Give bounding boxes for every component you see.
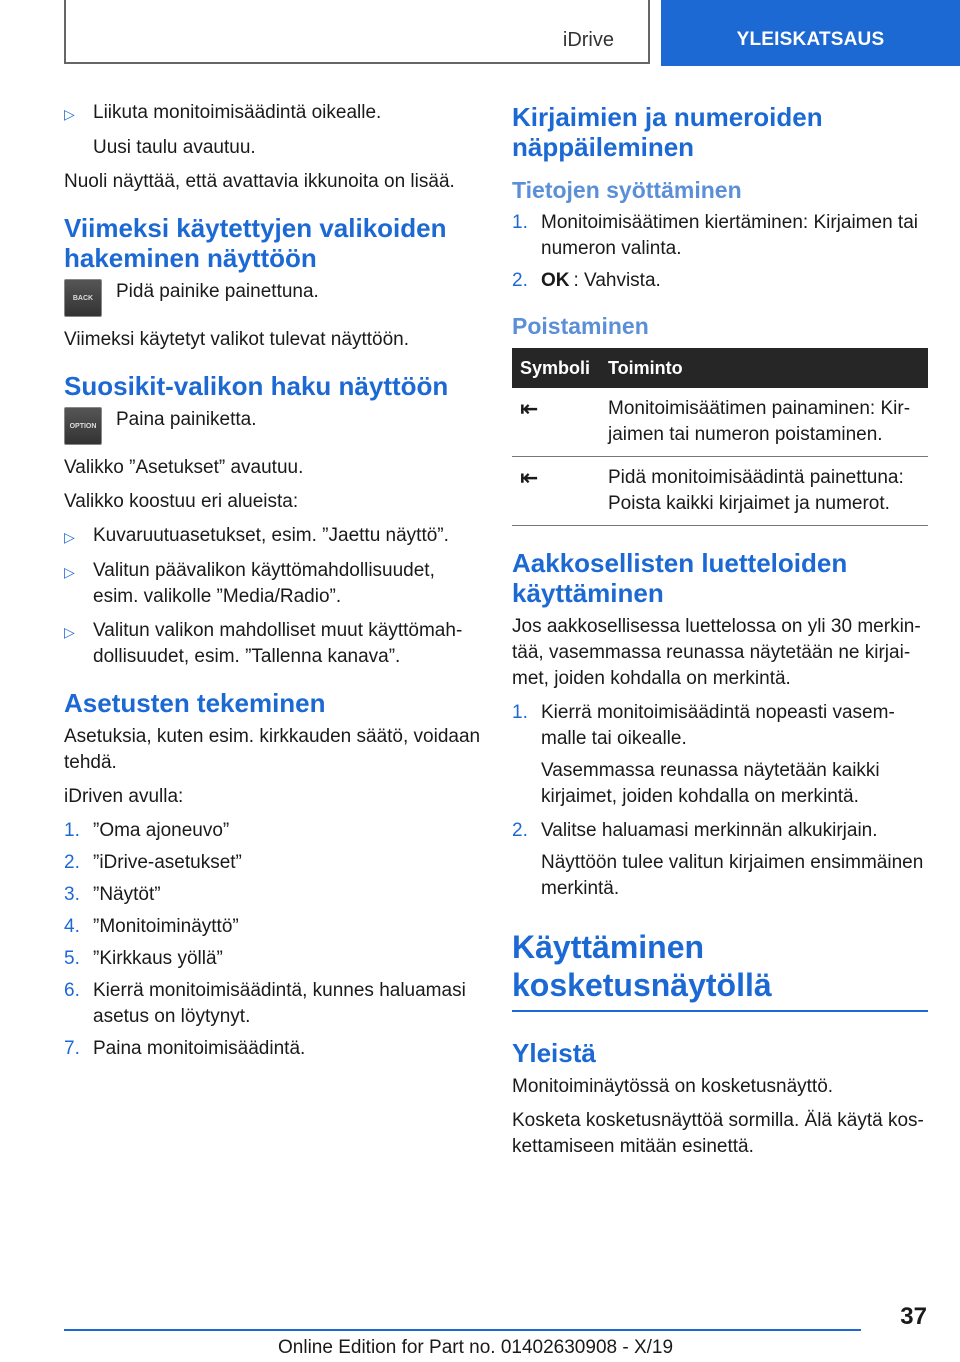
triangle-bullet-icon: ▷ — [64, 564, 75, 580]
step-item: 2. ”iDrive-asetukset” — [64, 852, 242, 873]
list-item: ▷ Kuvaruutuasetukset, esim. ”Jaettu näyttö”. — [64, 523, 484, 550]
triangle-bullet-icon: ▷ — [64, 106, 75, 122]
heading-settings: Asetusten tekeminen — [64, 688, 326, 718]
heading-delete: Poistaminen — [512, 313, 649, 339]
step-item: 1. Monitoimisäätimen kiertäminen: Kirjaimen tai numeron valinta. — [512, 212, 918, 259]
step-item-sub: Näyttöön tulee valitun kirjaimen ensimmäinen merkintä. — [541, 852, 924, 899]
general-text-2: Kosketa kosketusnäyttöä sormilla. Älä käytä koskettamiseen mitään esinettä. — [512, 1110, 924, 1157]
arrow-note: Nuoli näyttää, että avattavia ikkunoita on lisää. — [64, 171, 455, 192]
list-item: ▷ Liikuta monitoimisäädintä oikealle. — [64, 100, 484, 127]
step-item: 5. ”Kirkkaus yöllä” — [64, 948, 223, 969]
heading-input: Tietojen syöttäminen — [512, 177, 742, 203]
heading-general: Yleistä — [512, 1038, 596, 1068]
option-button-icon: OPTION — [64, 407, 102, 445]
heading-recent-menus: Viimeksi käytettyjen valikoiden hakeminen näyttöön — [64, 213, 447, 273]
footer-edition: Online Edition for Part no. 01402630908 - X/19 — [278, 1337, 674, 1358]
step-item: 2. OK : Vahvista. — [512, 268, 928, 294]
header-chapter-tab — [661, 0, 960, 66]
list-item: ▷ Valitun valikon mahdolliset muut käyttömahdollisuudet, esim. ”Tallenna kanava”. — [64, 618, 484, 670]
table-row: ⇤ Monitoimisäätimen painaminen: Kirjaimen tai numeron poistaminen. — [512, 388, 928, 457]
backspace-icon: ⇤ — [520, 465, 539, 490]
triangle-bullet-icon: ▷ — [64, 624, 75, 640]
header-section-box — [64, 0, 650, 64]
heading-touchscreen: Käyttäminen kosketusnäytöllä — [512, 928, 928, 1012]
recent-text: Viimeksi käytetyt valikot tulevat näyttöön. — [64, 329, 409, 350]
right-column — [512, 100, 928, 1168]
step-item: 1. Kierrä monitoimisäädintä nopeasti vasemmalle tai oikealle. — [512, 702, 895, 749]
table-header-function: Toiminto — [600, 348, 928, 388]
footer-divider — [64, 1329, 861, 1331]
left-column — [64, 100, 484, 1068]
list-item-sub: Uusi taulu avautuu. — [93, 137, 256, 158]
header-section-title: iDrive — [562, 29, 614, 51]
alpha-text: Jos aakkosellisessa luettelossa on yli 30 merkintää, vasemmassa reunassa näytetään ne kirjaimet, joiden kohdalla on merkintä. — [512, 616, 921, 689]
page-number: 37 — [900, 1303, 927, 1330]
table-header-row — [512, 348, 928, 388]
list-item: ▷ Valitun päävalikon käyttömahdollisuudet, esim. valikolle ”Media/Radio”. — [64, 558, 484, 610]
symbol-table — [512, 348, 928, 526]
back-button-icon: BACK — [64, 279, 102, 317]
heading-favorites: Suosikit-valikon haku näyttöön — [64, 371, 449, 401]
idrive-with-text: iDriven avulla: — [64, 786, 184, 807]
table-header-symbol: Symboli — [512, 348, 600, 388]
menu-opens-text: Valikko ”Asetukset” avautuu. — [64, 457, 304, 478]
step-item: 2. Valitse haluamasi merkinnän alkukirjain. — [512, 820, 878, 841]
triangle-bullet-icon: ▷ — [64, 529, 75, 545]
table-row: ⇤ Pidä monitoimisäädintä painettuna: Poista kaikki kirjaimet ja numerot. — [512, 457, 928, 526]
backspace-icon: ⇤ — [520, 396, 539, 421]
step-item: 7. Paina monitoimisäädintä. — [64, 1038, 306, 1059]
step-item: 1. ”Oma ajoneuvo” — [64, 820, 230, 841]
step-item-sub: Vasemmassa reunassa näytetään kaikki kirjaimet, joiden kohdalla on merkintä. — [541, 760, 880, 807]
settings-text: Asetuksia, kuten esim. kirkkauden säätö, voidaan tehdä. — [64, 726, 481, 773]
ok-icon: OK — [541, 270, 570, 291]
step-item: 6. Kierrä monitoimisäädintä, kunnes haluamasi asetus on löytynyt. — [64, 980, 466, 1027]
header-chapter-title: YLEISKATSAUS — [736, 29, 885, 50]
heading-alphabetical: Aakkosellisten luetteloiden käyttäminen — [512, 548, 848, 608]
menu-areas-text: Valikko koostuu eri alueista: — [64, 491, 299, 512]
page-header — [0, 0, 960, 66]
back-instruction: BACK Pidä painike painettuna. — [64, 279, 484, 317]
option-instruction: OPTION Paina painiketta. — [64, 407, 484, 445]
heading-letters-numbers: Kirjaimien ja numeroiden näppäileminen — [512, 102, 823, 162]
step-item: 3. ”Näytöt” — [64, 884, 161, 905]
general-text-1: Monitoiminäytössä on kosketusnäyttö. — [512, 1076, 834, 1097]
step-item: 4. ”Monitoiminäyttö” — [64, 916, 239, 937]
